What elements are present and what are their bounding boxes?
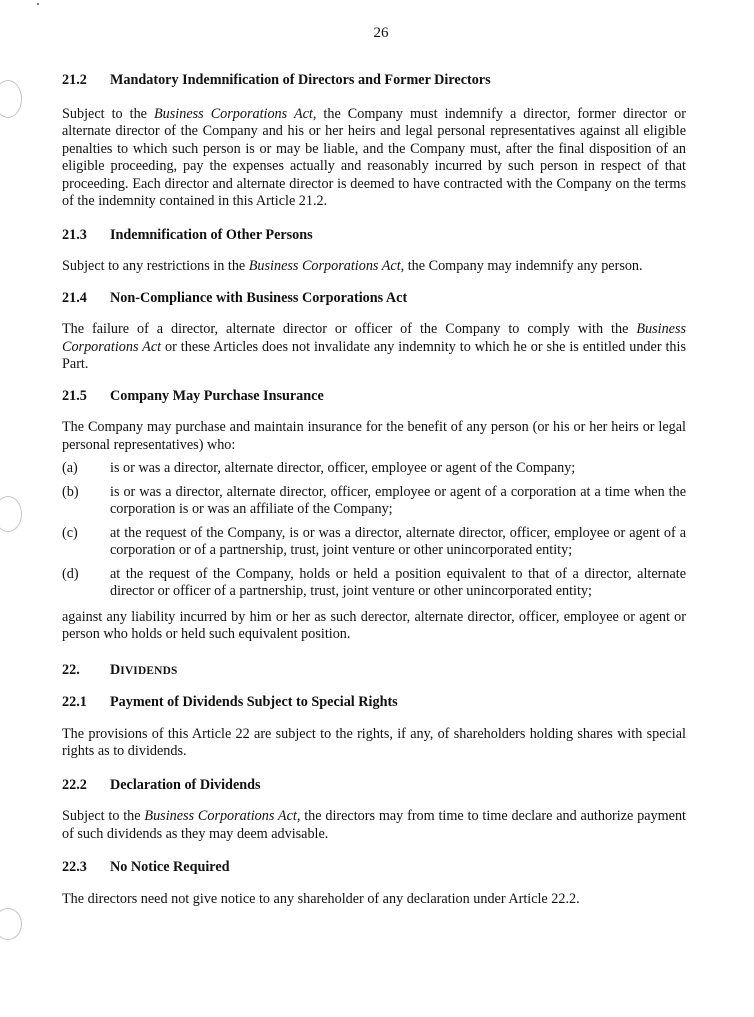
section-number: 21.3 xyxy=(62,226,87,243)
section-title: Mandatory Indemnification of Directors and Former Directors xyxy=(110,72,491,88)
paragraph-text: , the Company may indemnify any person. xyxy=(400,258,643,274)
section-number: 22.2 xyxy=(62,776,87,793)
section-paragraph: against any liability incurred by him or her as such derector, alternate director, officer, employee or agent or person who holds or held such equivalent position. xyxy=(62,608,686,642)
section-number: 21.2 xyxy=(62,72,87,88)
list-item xyxy=(62,525,686,560)
section-heading-21-3 xyxy=(62,227,686,245)
scan-speck xyxy=(37,3,39,5)
section-paragraph: The provisions of this Article 22 are subject to the rights, if any, of shareholders holding shares with special rights as to dividends. xyxy=(62,725,686,759)
section-paragraph xyxy=(62,321,686,374)
section-heading-22-2 xyxy=(62,777,686,795)
list-item-text: at the request of the Company, is or was a director, alternate director, officer, employee or agent of a corporation or of a partnership, trust, joint venture or other unincorporated entity; xyxy=(110,524,686,558)
section-number: 21.4 xyxy=(62,289,87,306)
section-paragraph xyxy=(62,808,686,843)
section-paragraph: The Company may purchase and maintain insurance for the benefit of any person (or his or her heirs or legal personal representatives) who: xyxy=(62,419,686,453)
section-number: 22. xyxy=(62,661,80,678)
section-title-smallcaps: IVIDENDS xyxy=(120,664,178,677)
section-number: 22.3 xyxy=(62,859,87,875)
punch-hole-mark xyxy=(0,80,22,118)
section-paragraph xyxy=(62,106,686,211)
paragraph-text: The failure of a director, alternate director or officer of the Company to comply with the xyxy=(62,321,637,337)
section-title: Indemnification of Other Persons xyxy=(110,226,313,243)
section-title: No Notice Required xyxy=(110,859,230,875)
list-item xyxy=(62,566,686,601)
section-title: Payment of Dividends Subject to Special Rights xyxy=(110,694,398,710)
section-heading-22-3 xyxy=(62,859,686,877)
list-item-label: (a) xyxy=(62,460,78,476)
paragraph-text: or these Articles does not invalidate any indemnity to which he or she is entitled under this Part. xyxy=(62,338,686,372)
section-title: Declaration of Dividends xyxy=(110,776,261,793)
section-title-initial: D xyxy=(110,661,121,678)
section-heading-21-5 xyxy=(62,388,686,406)
list-item-label: (b) xyxy=(62,483,79,500)
section-number: 22.1 xyxy=(62,694,87,710)
section-heading-22-1 xyxy=(62,694,686,712)
document-body xyxy=(62,72,686,908)
section-title: Company May Purchase Insurance xyxy=(110,387,324,404)
statute-name: Business Corporations Act xyxy=(154,105,313,122)
paragraph-text: , the directors may from time to time declare and authorize payment of such dividends as they may deem advisable. xyxy=(62,808,686,842)
paragraph-text: Subject to the xyxy=(62,808,145,824)
list-item-text: is or was a director, alternate director, officer, employee or agent of the Company; xyxy=(110,460,576,476)
section-paragraph: The directors need not give notice to any shareholder of any declaration under Article 22.2. xyxy=(62,890,580,907)
list-item xyxy=(62,460,686,478)
section-paragraph xyxy=(62,258,686,276)
punch-hole-mark xyxy=(0,496,22,532)
list-item-label: (c) xyxy=(62,524,78,541)
list-item-label: (d) xyxy=(62,565,79,582)
section-heading-21-2 xyxy=(62,72,686,90)
list-item xyxy=(62,484,686,519)
section-number: 21.5 xyxy=(62,387,87,404)
list-item-text: is or was a director, alternate director, officer, employee or agent of a corporation at a time when the corporation is or was an affiliate of the Company; xyxy=(110,483,686,517)
statute-name: Business Corporations Act xyxy=(62,321,686,355)
statute-name: Business Corporations Act xyxy=(248,258,401,274)
section-title: Non-Compliance with Business Corporations Act xyxy=(110,289,408,306)
page-number: 26 xyxy=(373,25,389,41)
paragraph-text: Subject to any restrictions in the xyxy=(62,258,249,274)
statute-name: Business Corporations Act xyxy=(144,808,297,824)
section-heading-22 xyxy=(62,662,686,681)
paragraph-text: Subject to the xyxy=(62,105,155,122)
punch-hole-mark xyxy=(0,908,22,940)
list-item-text: at the request of the Company, holds or held a position equivalent to that of a director, alternate director or officer of a partnership, trust, joint venture or other unincorporated entity; xyxy=(110,565,686,599)
paragraph-text: , the Company must indemnify a director, former director or alternate director of the Company and his or her heirs and legal personal representatives against all eligible penalties to which such person is or may be liable, and the Company must, after the final disposition of an eligible proceeding, pay the expenses actually and reasonably incurred by such person in respect of that proceeding. Each director and alternate director is deemed to have contracted with the Company on the terms of the indemnity contained in this Article 21.2. xyxy=(62,105,686,209)
section-heading-21-4 xyxy=(62,290,686,308)
